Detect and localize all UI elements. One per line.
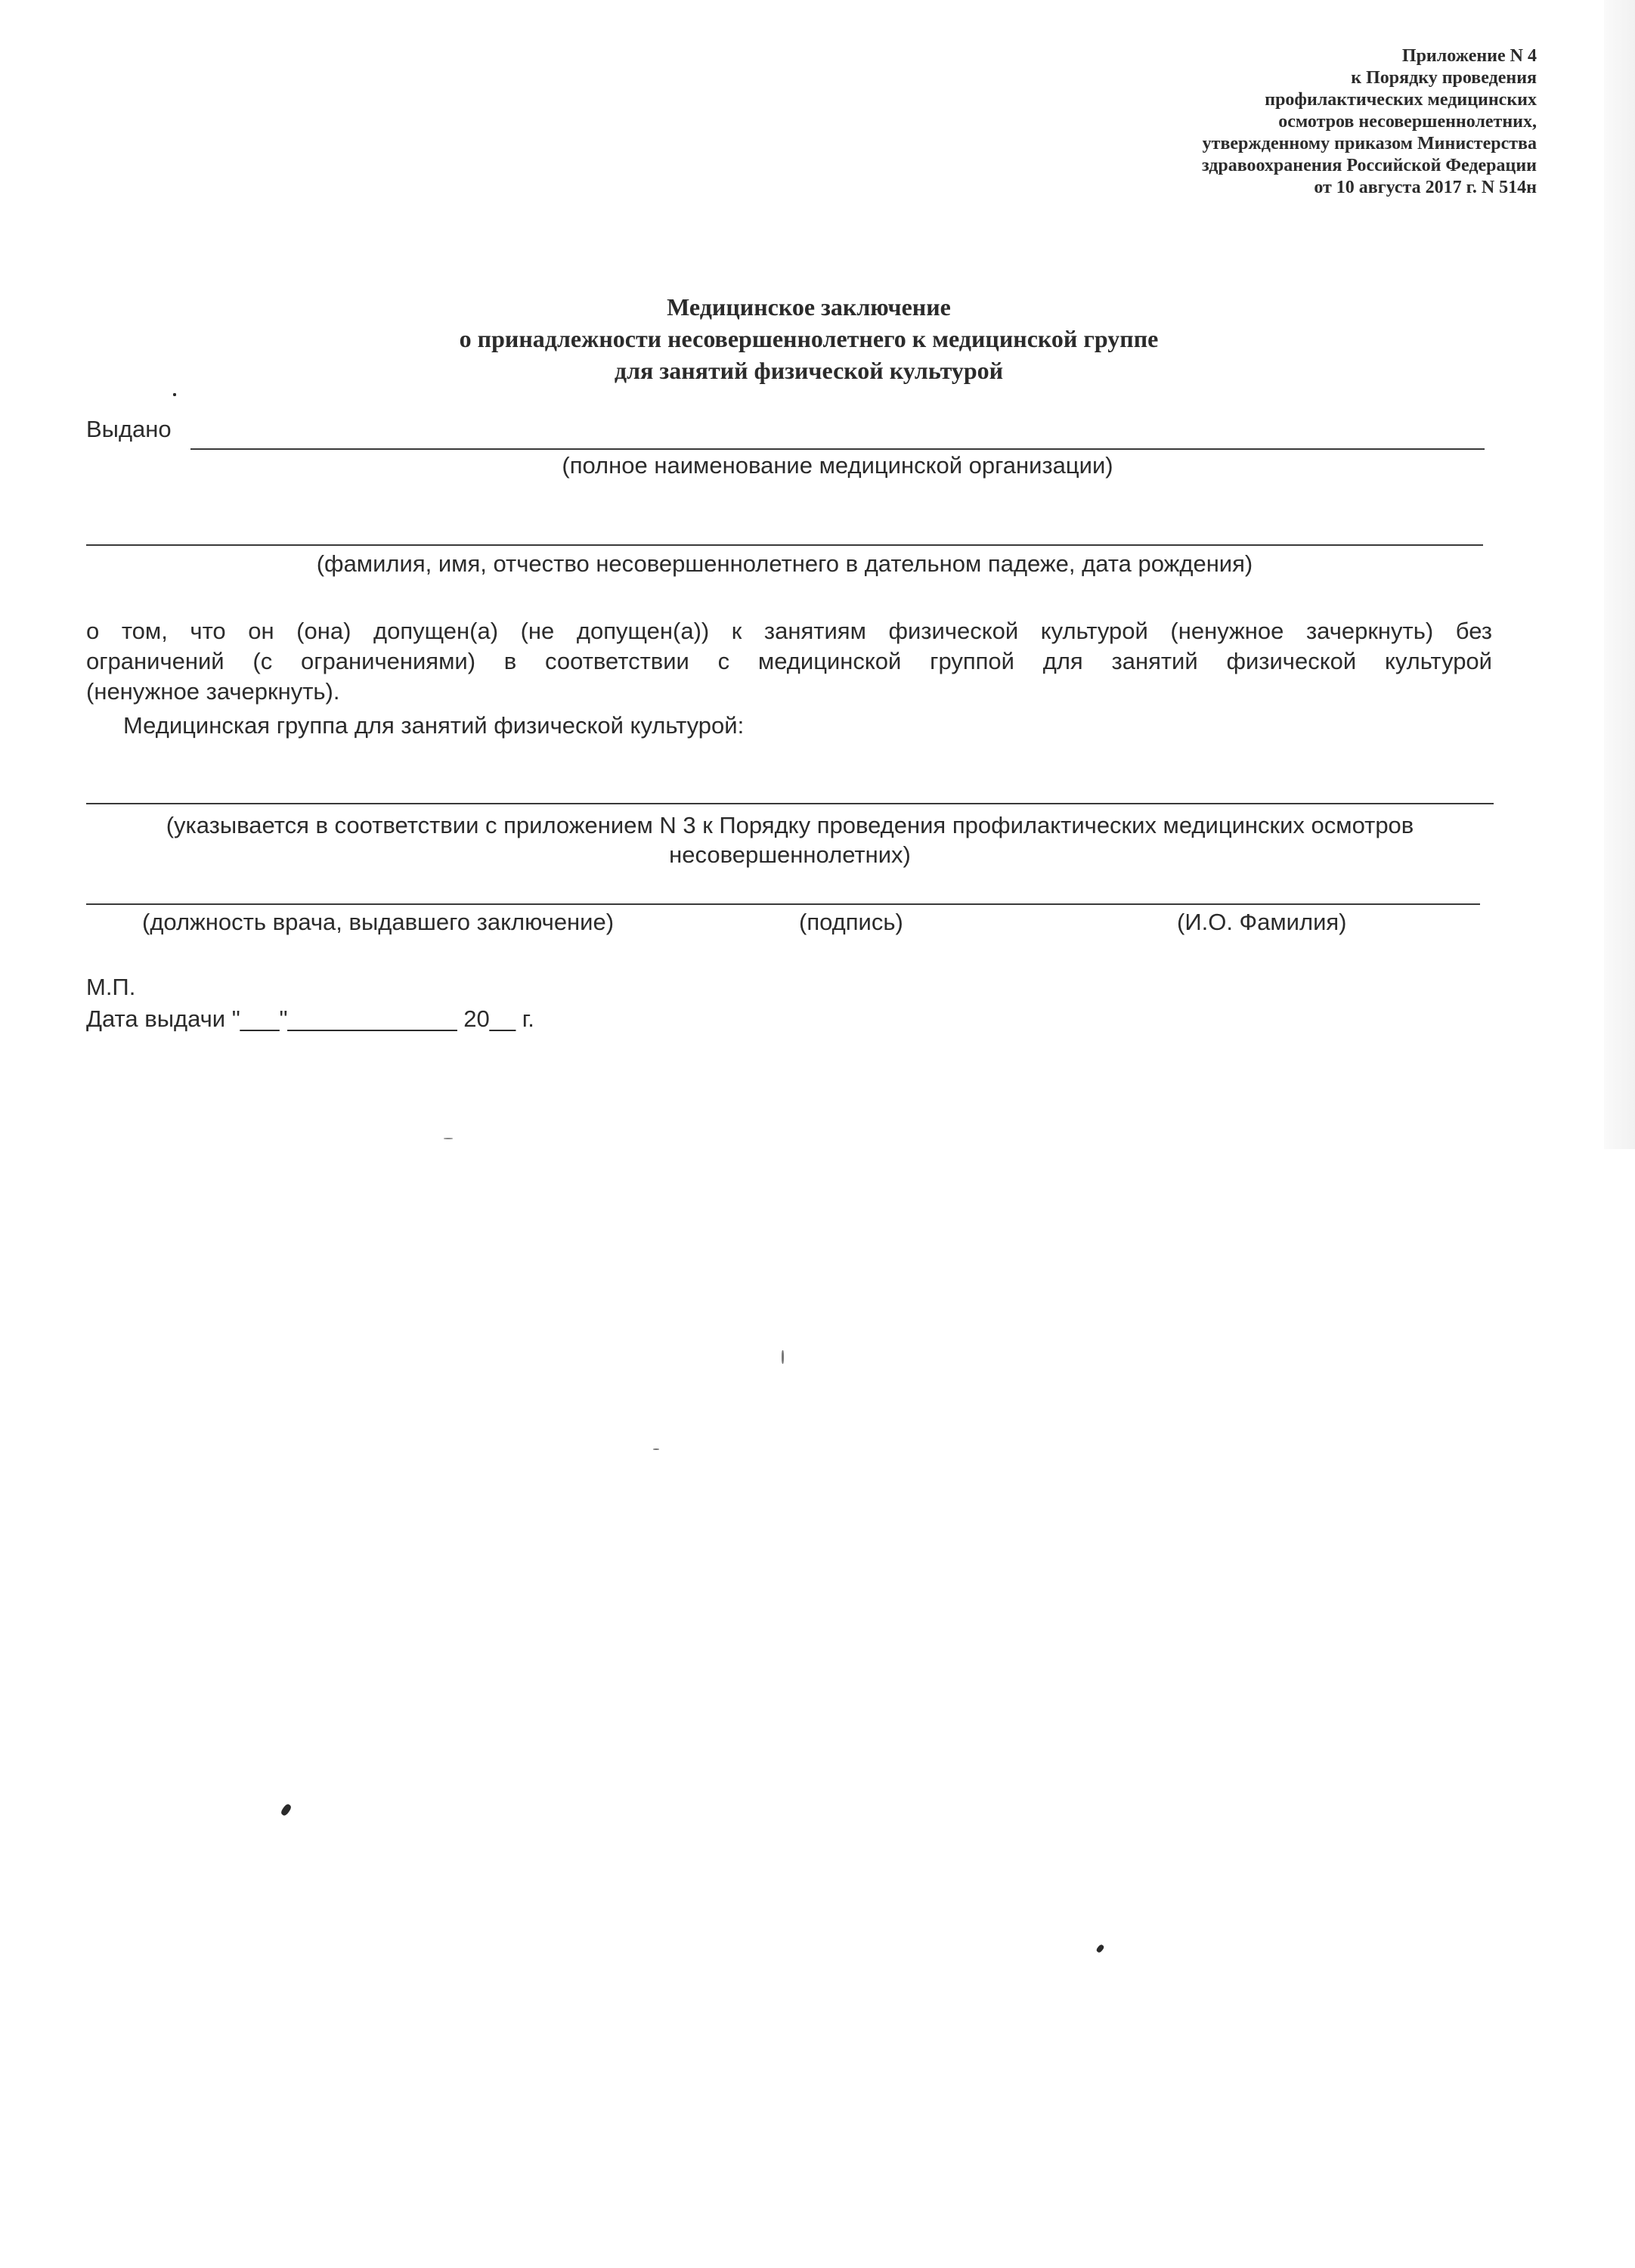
person-field-line[interactable] bbox=[86, 544, 1483, 546]
signature-caption: (подпись) bbox=[799, 909, 903, 935]
scan-edge-shadow bbox=[1604, 0, 1635, 1149]
issued-label: Выдано bbox=[86, 416, 172, 442]
signature-field-line[interactable] bbox=[86, 903, 1480, 905]
issued-org-field-line[interactable] bbox=[190, 448, 1485, 450]
scan-speck bbox=[173, 393, 176, 396]
group-caption-line-1: (указывается в соответствии с приложением N 3 к Порядку проведения профилактических медицинских осмотров bbox=[166, 812, 1414, 838]
document-title bbox=[287, 291, 1330, 386]
scan-edge bbox=[1601, 1149, 1635, 2268]
group-caption-line-2: несовершеннолетних) bbox=[669, 841, 911, 868]
doctor-name-caption: (И.О. Фамилия) bbox=[1177, 909, 1347, 935]
statement-line-3: (ненужное зачеркнуть). bbox=[86, 678, 340, 705]
group-label: Медицинская группа для занятий физической культурой: bbox=[123, 712, 745, 739]
title-line-1: Медицинское заключение bbox=[667, 293, 951, 321]
appendix-line: от 10 августа 2017 г. N 514н bbox=[1314, 178, 1537, 197]
scan-speck bbox=[280, 1803, 293, 1817]
appendix-line: к Порядку проведения bbox=[1351, 68, 1537, 88]
appendix-line: осмотров несовершеннолетних, bbox=[1278, 112, 1537, 132]
scan-speck bbox=[444, 1138, 453, 1139]
appendix-header bbox=[1008, 45, 1537, 199]
issue-date-label: Дата выдачи "___"_____________ 20__ г. bbox=[86, 1005, 534, 1032]
title-line-2: о принадлежности несовершеннолетнего к медицинской группе bbox=[459, 325, 1159, 352]
appendix-line: профилактических медицинских bbox=[1265, 90, 1537, 110]
statement-line-1: о том, что он (она) допущен(а) (не допущен(а)) к занятиям физической культурой (ненужное зачеркнуть) без bbox=[86, 618, 1492, 644]
scan-speck bbox=[653, 1448, 659, 1450]
scan-speck bbox=[782, 1350, 784, 1364]
appendix-line: здравоохранения Российской Федерации bbox=[1202, 156, 1537, 175]
scan-speck bbox=[1095, 1944, 1104, 1954]
issued-org-caption: (полное наименование медицинской организации) bbox=[562, 452, 1113, 479]
title-line-3: для занятий физической культурой bbox=[614, 357, 1004, 384]
statement-paragraph bbox=[86, 616, 1492, 707]
appendix-line: Приложение N 4 bbox=[1401, 46, 1537, 66]
stamp-label: М.П. bbox=[86, 974, 136, 1000]
doctor-position-caption: (должность врача, выдавшего заключение) bbox=[142, 909, 615, 935]
statement-line-2: ограничений (с ограничениями) в соответствии с медицинской группой для занятий физической культурой bbox=[86, 648, 1492, 674]
appendix-line: утвержденному приказом Министерства bbox=[1202, 134, 1537, 153]
group-field-line[interactable] bbox=[86, 803, 1494, 804]
person-caption: (фамилия, имя, отчество несовершеннолетнего в дательном падеже, дата рождения) bbox=[316, 550, 1253, 577]
